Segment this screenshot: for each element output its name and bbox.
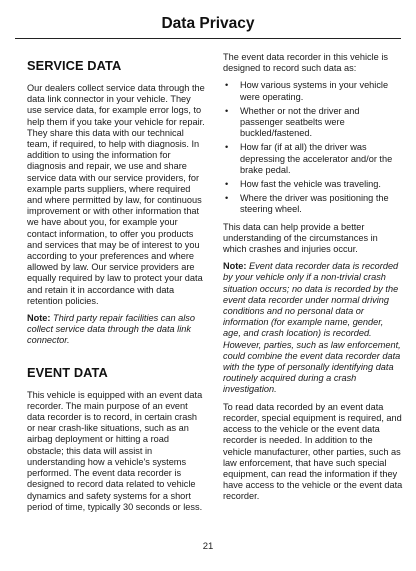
recorded-data-intro: The event data recorder in this vehicle is designed to record such data as:: [223, 52, 388, 74]
left-column: [27, 52, 207, 519]
note-label: Note:: [223, 261, 247, 272]
list-item: [223, 179, 403, 190]
bullet-icon: •: [225, 179, 229, 190]
bullet-icon: •: [225, 142, 229, 153]
read-data-paragraph: To read data recorded by an event data recorder, special equipment is required, and access to the vehicle or the event data recorder is needed. In addition to the vehicle manufacturer, other parties, such as law enforcement, that have such special equipment, can read the information if they have access to the vehicle or the event data recorder.: [223, 401, 403, 502]
recorded-data-list: [223, 80, 403, 215]
list-item-text: How fast the vehicle was traveling.: [240, 179, 381, 190]
page-header: [0, 0, 416, 40]
understanding-paragraph: This data can help provide a better understanding of the circumstances in which crashes and injuries occur.: [223, 221, 378, 255]
list-item-text: Where the driver was positioning the steering wheel.: [240, 193, 389, 215]
service-data-heading: SERVICE DATA: [27, 58, 122, 73]
bullet-icon: •: [225, 105, 229, 116]
right-column: [223, 52, 403, 509]
note-label: Note:: [27, 313, 51, 324]
list-item: [223, 106, 403, 140]
list-item: [223, 80, 403, 102]
event-data-paragraph: This vehicle is equipped with an event data recorder. The main purpose of an event data recorder is to record, in certain crash or near crash-like situations, such as an airbag deployment or hitting a road obstacle; this data will assist in understanding how a vehicle's systems performed. The event data recorder is designed to record data related to vehicle dynamics and safety systems for a short period of time, typically 30 seconds or less.: [27, 389, 203, 512]
service-data-note: [27, 313, 207, 347]
service-data-paragraph: Our dealers collect service data through the data link connector in your vehicle. They use service data, for example error logs, to help them if you take your vehicle for repair. They share this data with our technical team, if required, to help with diagnosis. In addition to using the information for diagnosis and repair, we use and share service data with our service providers, for example parts suppliers, where required and where permitted by law, for continuous improvement or with other information that we have about you, for example your contact information, to offer you products and services that may be of interest to you according to your preferences and where allowed by law. Our service providers are equally required by law to protect your data and retain it in accordance with data retention policies.: [27, 83, 205, 306]
list-item-text: How various systems in your vehicle were operating.: [240, 80, 389, 102]
note-text: Third party repair facilities can also collect service data through the data link connector.: [27, 313, 195, 346]
page-number: 21: [202, 541, 214, 552]
bullet-icon: •: [225, 80, 229, 91]
list-item: [223, 193, 403, 215]
header-divider: [15, 38, 401, 39]
list-item-text: Whether or not the driver and passenger seatbelts were buckled/fastened.: [240, 105, 360, 139]
note-text: Event data recorder data is recorded by your vehicle only if a non-trivial crash situation occurs; no data is recorded by the event data recorder under normal driving conditions and no personal data or information (for example name, gender, age, and crash location) is recorded. However, parties, such as law enforcement, could combine the event data recorder data with the type of personally identifying data routinely acquired during a crash investigation.: [223, 261, 401, 395]
event-recorder-note: [223, 261, 403, 395]
list-item: [223, 142, 403, 176]
list-item-text: How far (if at all) the driver was depressing the accelerator and/or the brake pedal.: [240, 142, 393, 175]
event-data-heading: EVENT DATA: [27, 364, 108, 380]
bullet-icon: •: [225, 193, 229, 204]
page-title: Data Privacy: [161, 15, 255, 32]
